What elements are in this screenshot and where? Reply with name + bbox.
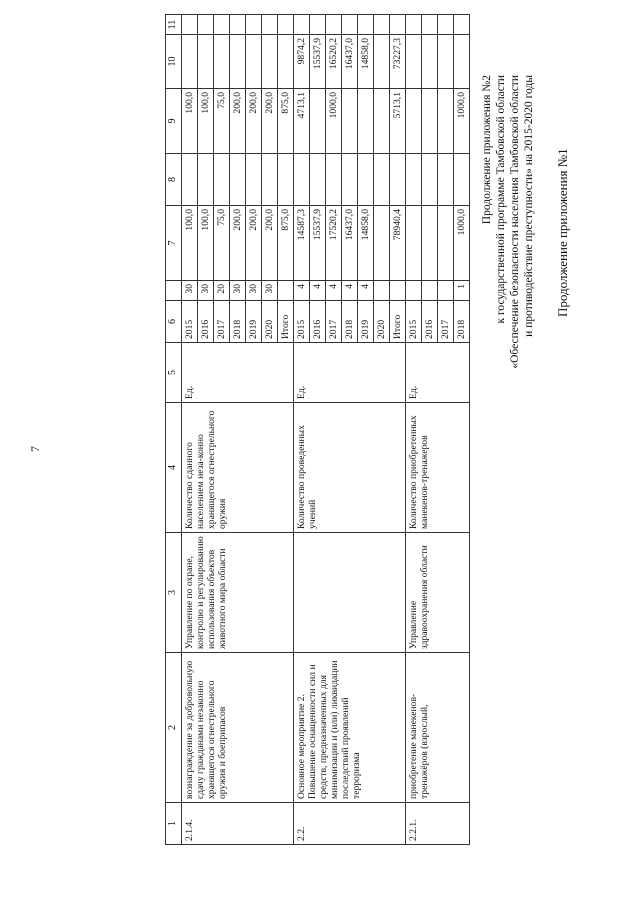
column-number-cell: 11 [166, 15, 182, 35]
regional-funding-cell: 100,0 [198, 89, 214, 154]
item-indicator: Количество сданного населением неза-конно хранящегося огнестрельного оружия [182, 403, 294, 533]
local-funding-cell: 16520,2 [326, 35, 342, 89]
total-funding-cell: 14858,0 [358, 206, 374, 281]
regional-funding-cell [406, 89, 422, 154]
column-number-cell: 5 [166, 343, 182, 403]
other-funding-cell [422, 15, 438, 35]
quantity-cell: 20 [214, 281, 230, 301]
local-funding-cell [438, 35, 454, 89]
local-funding-cell [374, 35, 390, 89]
regional-funding-cell: 100,0 [182, 89, 198, 154]
year-cell: 2015 [406, 301, 422, 343]
item-executor: Управление здравоохранения области [406, 533, 470, 653]
annex-header-line: Продолжение приложения №2 [481, 75, 493, 225]
year-cell: 2016 [310, 301, 326, 343]
other-funding-cell [182, 15, 198, 35]
annex-header [480, 75, 536, 475]
local-funding-cell: 15537,9 [310, 35, 326, 89]
quantity-cell [278, 281, 294, 301]
federal-funding-cell [182, 154, 198, 206]
quantity-cell: 30 [198, 281, 214, 301]
column-number-cell: 8 [166, 154, 182, 206]
item-unit: Ед. [294, 343, 406, 403]
local-funding-cell [278, 35, 294, 89]
regional-funding-cell [374, 89, 390, 154]
other-funding-cell [294, 15, 310, 35]
total-funding-cell: 75,0 [214, 206, 230, 281]
local-funding-cell: 14858,0 [358, 35, 374, 89]
year-cell: 2017 [214, 301, 230, 343]
year-cell: 2015 [182, 301, 198, 343]
total-funding-cell [374, 206, 390, 281]
quantity-cell: 4 [294, 281, 310, 301]
year-cell: Итого [390, 301, 406, 343]
quantity-cell: 30 [230, 281, 246, 301]
quantity-cell [406, 281, 422, 301]
item-name: приобретение манекенов-тренажёров (взрослый, [406, 653, 470, 803]
federal-funding-cell [326, 154, 342, 206]
federal-funding-cell [454, 154, 470, 206]
regional-funding-cell [310, 89, 326, 154]
year-cell: 2018 [342, 301, 358, 343]
total-funding-cell: 14587,3 [294, 206, 310, 281]
item-unit: Ед. [406, 343, 470, 403]
other-funding-cell [262, 15, 278, 35]
regional-funding-cell: 200,0 [262, 89, 278, 154]
year-cell: 2020 [262, 301, 278, 343]
total-funding-cell: 200,0 [246, 206, 262, 281]
year-cell: 2016 [422, 301, 438, 343]
item-code: 2.2.1. [406, 803, 470, 845]
column-number-row [166, 15, 182, 845]
federal-funding-cell [422, 154, 438, 206]
local-funding-cell: 73227,3 [390, 35, 406, 89]
total-funding-cell: 17520,2 [326, 206, 342, 281]
table-row [182, 15, 198, 845]
regional-funding-cell [422, 89, 438, 154]
item-name: Основное мероприятие 2. Повышение оснащенности сил и средств, предназначенных для минимизации и (или) ликвидации последствий проявлений терроризма [294, 653, 406, 803]
other-funding-cell [326, 15, 342, 35]
year-cell: 2015 [294, 301, 310, 343]
quantity-cell: 1 [454, 281, 470, 301]
other-funding-cell [198, 15, 214, 35]
federal-funding-cell [342, 154, 358, 206]
other-funding-cell [438, 15, 454, 35]
year-cell: 2019 [358, 301, 374, 343]
regional-funding-cell: 200,0 [246, 89, 262, 154]
quantity-cell: 30 [262, 281, 278, 301]
regional-funding-cell: 200,0 [230, 89, 246, 154]
regional-funding-cell [438, 89, 454, 154]
year-cell: 2018 [454, 301, 470, 343]
federal-funding-cell [246, 154, 262, 206]
annex-header-line: и противодействие преступности» на 2015-2020 годы [523, 75, 535, 337]
year-cell: 2016 [198, 301, 214, 343]
column-number-cell: 3 [166, 533, 182, 653]
annex-header-line: к государственной программе Тамбовской области [495, 75, 507, 324]
quantity-cell: 30 [182, 281, 198, 301]
other-funding-cell [342, 15, 358, 35]
year-cell: 2017 [326, 301, 342, 343]
total-funding-cell [422, 206, 438, 281]
quantity-cell: 4 [326, 281, 342, 301]
annex-header-line: «Обеспечение безопасности населения Тамбовской области [509, 75, 521, 369]
program-table-wrapper [165, 15, 467, 845]
quantity-cell [438, 281, 454, 301]
total-funding-cell [438, 206, 454, 281]
column-number-cell: 10 [166, 35, 182, 89]
federal-funding-cell [294, 154, 310, 206]
other-funding-cell [374, 15, 390, 35]
quantity-cell [374, 281, 390, 301]
federal-funding-cell [390, 154, 406, 206]
regional-funding-cell: 1000,0 [454, 89, 470, 154]
federal-funding-cell [438, 154, 454, 206]
other-funding-cell [246, 15, 262, 35]
quantity-cell: 4 [342, 281, 358, 301]
local-funding-cell: 16437,0 [342, 35, 358, 89]
other-funding-cell [454, 15, 470, 35]
item-code: 2.2. [294, 803, 406, 845]
item-code: 2.1.4. [182, 803, 294, 845]
quantity-cell [390, 281, 406, 301]
other-funding-cell [278, 15, 294, 35]
local-funding-cell [214, 35, 230, 89]
total-funding-cell: 100,0 [182, 206, 198, 281]
quantity-cell: 4 [358, 281, 374, 301]
total-funding-cell: 200,0 [262, 206, 278, 281]
year-cell: 2018 [230, 301, 246, 343]
table-row [294, 15, 310, 845]
program-table [165, 14, 470, 845]
column-number-cell: 7 [166, 206, 182, 281]
regional-funding-cell: 875,0 [278, 89, 294, 154]
year-cell: Итого [278, 301, 294, 343]
other-funding-cell [230, 15, 246, 35]
local-funding-cell [246, 35, 262, 89]
regional-funding-cell [358, 89, 374, 154]
regional-funding-cell: 5713,1 [390, 89, 406, 154]
total-funding-cell: 78940,4 [390, 206, 406, 281]
total-funding-cell: 100,0 [198, 206, 214, 281]
federal-funding-cell [214, 154, 230, 206]
year-cell: 2019 [246, 301, 262, 343]
column-number-cell: 1 [166, 803, 182, 845]
item-unit: Ед. [182, 343, 294, 403]
local-funding-cell [182, 35, 198, 89]
local-funding-cell [262, 35, 278, 89]
table-body [166, 15, 470, 845]
total-funding-cell: 200,0 [230, 206, 246, 281]
other-funding-cell [390, 15, 406, 35]
year-cell: 2020 [374, 301, 390, 343]
regional-funding-cell [342, 89, 358, 154]
other-funding-cell [406, 15, 422, 35]
federal-funding-cell [406, 154, 422, 206]
regional-funding-cell: 4713,1 [294, 89, 310, 154]
column-number-cell: 6 [166, 301, 182, 343]
quantity-cell [422, 281, 438, 301]
column-number-cell: 9 [166, 89, 182, 154]
federal-funding-cell [374, 154, 390, 206]
total-funding-cell: 16437,0 [342, 206, 358, 281]
total-funding-cell [406, 206, 422, 281]
local-funding-cell [422, 35, 438, 89]
local-funding-cell [198, 35, 214, 89]
item-indicator: Количество приобретенных манекенов-тренажеров [406, 403, 470, 533]
table-row [406, 15, 422, 845]
local-funding-cell: 9874,2 [294, 35, 310, 89]
federal-funding-cell [262, 154, 278, 206]
item-name: вознаграждение за добровольную сдачу гражданами незаконно хранящегося огнестрельного оружия и боеприпасов [182, 653, 294, 803]
federal-funding-cell [230, 154, 246, 206]
year-cell: 2017 [438, 301, 454, 343]
total-funding-cell: 875,0 [278, 206, 294, 281]
column-number-cell: 2 [166, 653, 182, 803]
quantity-cell: 4 [310, 281, 326, 301]
regional-funding-cell: 1000,0 [326, 89, 342, 154]
column-number-cell: 4 [166, 403, 182, 533]
local-funding-cell [406, 35, 422, 89]
local-funding-cell [230, 35, 246, 89]
item-executor [294, 533, 406, 653]
total-funding-cell: 1000,0 [454, 206, 470, 281]
column-number-cell [166, 281, 182, 301]
other-funding-cell [310, 15, 326, 35]
local-funding-cell [454, 35, 470, 89]
total-funding-cell: 15537,9 [310, 206, 326, 281]
regional-funding-cell: 75,0 [214, 89, 230, 154]
federal-funding-cell [358, 154, 374, 206]
other-funding-cell [214, 15, 230, 35]
continuation-title: Продолжение приложения №1 [555, 148, 570, 317]
item-executor: Управление по охране, контролю и регулированию использования объектов животного мира области [182, 533, 294, 653]
page-number: 7 [28, 446, 42, 452]
other-funding-cell [358, 15, 374, 35]
federal-funding-cell [278, 154, 294, 206]
item-indicator: Количество проведенных учений [294, 403, 406, 533]
federal-funding-cell [310, 154, 326, 206]
federal-funding-cell [198, 154, 214, 206]
quantity-cell: 30 [246, 281, 262, 301]
